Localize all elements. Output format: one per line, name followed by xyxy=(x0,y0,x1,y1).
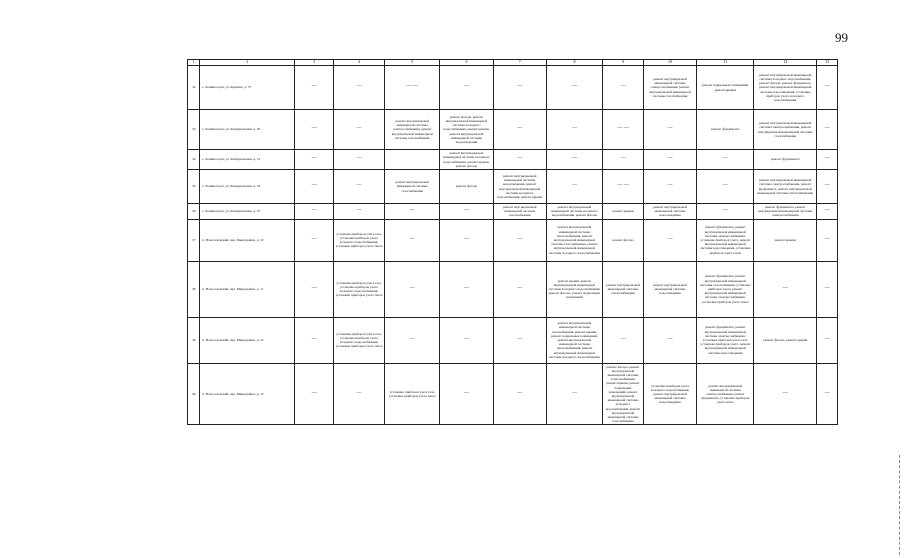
work-cell: ремонт крыши xyxy=(754,219,817,261)
work-cell: — xyxy=(546,66,603,110)
column-number: 5 xyxy=(385,60,440,66)
work-cell: — xyxy=(643,170,697,204)
column-number: 10 xyxy=(643,60,697,66)
work-cell: ремонт внутридомовой инженерной системы электроснабжения, ремонт внутридомовой инженерной системы газоснабжения xyxy=(385,110,440,150)
work-cell: — xyxy=(817,219,838,261)
column-number: 4 xyxy=(333,60,385,66)
repair-schedule-table xyxy=(187,59,838,425)
work-cell: ремонт подвальных помещений, ремонт крыши xyxy=(697,66,754,110)
work-cell: — xyxy=(333,204,385,220)
address-cell: п. Новоселовский, пер. Микрорайон, д. 11 xyxy=(200,261,295,317)
table-row xyxy=(188,261,838,317)
row-number: 35 xyxy=(188,170,200,204)
work-cell: — xyxy=(440,66,494,110)
table-row xyxy=(188,204,838,220)
column-number: 13 xyxy=(817,60,838,66)
work-cell: — xyxy=(817,170,838,204)
table-row xyxy=(188,363,838,425)
work-cell: — xyxy=(440,317,494,363)
work-cell: ремонт фундамента, ремонт внутридомовой инженерной системы электроснабжения xyxy=(754,204,817,220)
work-cell: ремонт внутридомовой инженерной системы холодного водоснабжения, ремонт крыши, ремонт фасада xyxy=(440,150,494,170)
table-row xyxy=(188,66,838,110)
work-cell: — xyxy=(697,204,754,220)
work-cell: — xyxy=(546,150,603,170)
work-cell: ремонт внутридомовой инженерной системы газоснабжения xyxy=(385,170,440,204)
work-cell: ремонт внутридомовой инженерной системы газоснабжения xyxy=(493,204,546,220)
work-cell: — xyxy=(817,110,838,150)
work-cell: установка приборов учета газа, установка приборов учета холодного водоснабжения, установка приборов учета тепла xyxy=(333,317,385,363)
work-cell: — xyxy=(333,363,385,425)
work-cell: — xyxy=(295,261,333,317)
address-cell: г. Лениногорск, ул. Коммунальная, д. 29 xyxy=(200,110,295,150)
table-row xyxy=(188,317,838,363)
column-number: 11 xyxy=(697,60,754,66)
work-cell: — xyxy=(440,261,494,317)
work-cell: ремонт крыши, ремонт внутридомовой инженерной системы холодного водоснабжения, ремонт фасада, ремонт подвальных помещений xyxy=(546,261,603,317)
work-cell: — xyxy=(603,66,643,110)
work-cell: — xyxy=(817,150,838,170)
work-cell: — xyxy=(333,170,385,204)
work-cell: — xyxy=(295,317,333,363)
work-cell: — xyxy=(603,150,643,170)
work-cell: — xyxy=(493,219,546,261)
column-number: 7 xyxy=(493,60,546,66)
work-cell: — xyxy=(754,363,817,425)
work-cell: ремонт фундамента xyxy=(754,150,817,170)
work-cell: — xyxy=(385,261,440,317)
work-cell: — xyxy=(333,66,385,110)
work-cell: — xyxy=(643,150,697,170)
work-cell: ремонт фасада, ремонт внутридомовой инженерной системы теплоснабжения, ремонт крыши, ремонт подвальных помещений, ремонт внутридомовой инженерной системы холодного водоснабжения, ремонт внутридомовой инженерной системы газоснабжения xyxy=(603,363,643,425)
work-cell: ремонт фундамента, ремонт внутридомовой инженерной системы электроснабжения, установка приборов учета газа, установка приборов учета, ремонт внутридомовой инженерной системы водоотведения xyxy=(697,317,754,363)
work-cell: ремонт внутридомовой инженерной системы водоотведения xyxy=(643,204,697,220)
work-cell: — — xyxy=(603,110,643,150)
work-cell: — xyxy=(295,150,333,170)
work-cell: — xyxy=(295,170,333,204)
work-cell: — xyxy=(295,363,333,425)
work-cell: — xyxy=(333,110,385,150)
work-cell: установка приборов учета газа, установка приборов учета холодного водоснабжения, установка приборов учета тепла xyxy=(333,261,385,317)
column-number: 2 xyxy=(200,60,295,66)
work-cell: ремонт фундамента, ремонт внутридомовой инженерной системы электроснабжения, установка приборов учета, ремонт внутридомовой инженерной системы водоотведения, установка приборов учета тепла xyxy=(697,219,754,261)
work-cell xyxy=(385,150,440,170)
work-cell: — xyxy=(440,204,494,220)
work-cell: — xyxy=(697,150,754,170)
work-cell: — xyxy=(493,261,546,317)
table-row xyxy=(188,219,838,261)
address-cell: г. Лениногорск, ул. Коммунальная, д. 35 xyxy=(200,204,295,220)
work-cell: — xyxy=(493,317,546,363)
work-cell: — xyxy=(817,363,838,425)
work-cell: — xyxy=(643,110,697,150)
work-cell: — xyxy=(546,363,603,425)
work-cell: — xyxy=(385,219,440,261)
work-cell: установка приборов учета газа, установка приборов учета тепла xyxy=(385,363,440,425)
work-cell: ремонт внутридомовой инженерной системы холодного водоснабжения, ремонт фасада xyxy=(546,204,603,220)
row-number: 34 xyxy=(188,150,200,170)
work-cell: — xyxy=(643,219,697,261)
work-cell: ремонт фасада xyxy=(603,219,643,261)
work-cell: ремонт внутридомовой инженерной системы теплоснабжения xyxy=(603,261,643,317)
work-cell: — — xyxy=(603,170,643,204)
row-number: 38 xyxy=(188,261,200,317)
work-cell: ремонт внутридомовой инженерной системы водоотведения, ремонт внутридомовой инженерной системы холодного водоснабжения, ремонт крыши xyxy=(493,170,546,204)
work-cell: — xyxy=(295,110,333,150)
work-cell: ремонт фасада, ремонт крыши xyxy=(754,317,817,363)
work-cell: ремонт фундамента, ремонт внутридомовой инженерной системы газоснабжения, установка приборов учета, ремонт внутридомовой инженерной системы электроснабжения, установка приборов учета тепла xyxy=(697,261,754,317)
row-number: 37 xyxy=(188,219,200,261)
address-cell: г. Лениногорск, ул. Коммунальная, д. 31 xyxy=(200,150,295,170)
work-cell: ремонт внутридомовой инженерной системы газоснабжения, ремонт крыши, ремонт подвальных помещений, ремонт внутридомовой инженерной системы теплоснабжения, ремонт внутридомовой инженерной системы холодного водоснабжения xyxy=(546,317,603,363)
row-number: 39 xyxy=(188,317,200,363)
address-cell: г. Лениногорск, ул. Баумана, д. 73 xyxy=(200,66,295,110)
column-number: 8 xyxy=(546,60,603,66)
work-cell: ремонт крыши xyxy=(603,204,643,220)
work-cell: — xyxy=(385,317,440,363)
table-row xyxy=(188,150,838,170)
row-number: 40 xyxy=(188,363,200,425)
work-cell: ремонт внутридомовой инженерной системы электроснабжения, ремонт внутридомовой инженерной системы газоснабжения xyxy=(643,66,697,110)
work-cell: ремонт фундамента xyxy=(697,110,754,150)
work-cell: ремонт внутридомовой инженерной системы электроснабжения, ремонт фундамента, ремонт внутридомовой инженерной системы теплоснабжения xyxy=(754,170,817,204)
address-cell: г. Лениногорск, ул. Коммунальная, д. 33 xyxy=(200,170,295,204)
work-cell: — xyxy=(493,66,546,110)
work-cell: — xyxy=(440,363,494,425)
column-number: 3 xyxy=(295,60,333,66)
work-cell: — xyxy=(817,261,838,317)
work-cell: — — xyxy=(385,66,440,110)
work-cell: — xyxy=(440,219,494,261)
page-edge-mark xyxy=(899,455,905,555)
work-cell: установка приборов учета холодного водоснабжения, ремонт внутридомовой инженерной системы водоотведения xyxy=(643,363,697,425)
row-number: 33 xyxy=(188,110,200,150)
work-cell: — xyxy=(295,219,333,261)
work-cell: — xyxy=(643,317,697,363)
work-cell: — xyxy=(546,110,603,150)
work-cell: — xyxy=(754,261,817,317)
work-cell: — xyxy=(603,317,643,363)
work-cell: ремонт внутридомовой инженерной системы электроснабжения, ремонт фундамента, установка приборов учета тепла xyxy=(697,363,754,425)
work-cell: — xyxy=(493,110,546,150)
address-cell: п. Новоселовский, пер. Микрорайон, д. 10 xyxy=(200,219,295,261)
work-cell: — xyxy=(817,204,838,220)
work-cell: — xyxy=(817,317,838,363)
work-cell: — xyxy=(697,170,754,204)
address-cell: п. Новоселовский, пер. Микрорайон, д. 13 xyxy=(200,363,295,425)
work-cell: ремонт фасада xyxy=(440,170,494,204)
work-cell: ремонт внутридомовой инженерной системы водоотведения xyxy=(643,261,697,317)
work-cell: — xyxy=(817,66,838,110)
work-cell: ремонт фасада, ремонт внутридомовой инженерной системы холодного водоснабжения, ремонт крыши, ремонт внутридомовой инженерной системы водоотведения xyxy=(440,110,494,150)
work-cell: — xyxy=(493,363,546,425)
table-row xyxy=(188,110,838,150)
work-cell: ремонт внутридомовой инженерной системы теплоснабжения, ремонт внутридомовой инженерной системы газоснабжения, ремонт внутридомовой инженерной системы холодного водоснабжения xyxy=(546,219,603,261)
work-cell: — xyxy=(385,204,440,220)
page-number: 99 xyxy=(835,30,848,45)
address-cell: п. Новоселовский, пер. Микрорайон, д. 12 xyxy=(200,317,295,363)
work-cell: — xyxy=(295,204,333,220)
row-number: 36 xyxy=(188,204,200,220)
column-number: 1 xyxy=(188,60,200,66)
work-cell: ремонт внутридомовой инженерной системы холодного водоснабжения, ремонт фасада, ремонт фундамента, ремонт внутридомовой инженерной системы водоотведения, установка приборов учета холодного водоснабжения xyxy=(754,66,817,110)
column-number: 6 xyxy=(440,60,494,66)
work-cell: ремонт внутридомовой инженерной системы электроснабжения, ремонт внутридомовой инженерной системы газоснабжения xyxy=(754,110,817,150)
work-cell: установка приборов учета газа, установка приборов учета холодного водоснабжения, установка приборов учета тепла xyxy=(333,219,385,261)
work-cell: — xyxy=(493,150,546,170)
table-row xyxy=(188,170,838,204)
column-number: 9 xyxy=(603,60,643,66)
row-number: 32 xyxy=(188,66,200,110)
work-cell: — xyxy=(333,150,385,170)
column-number: 12 xyxy=(754,60,817,66)
work-cell: — xyxy=(546,170,603,204)
work-cell: — xyxy=(295,66,333,110)
